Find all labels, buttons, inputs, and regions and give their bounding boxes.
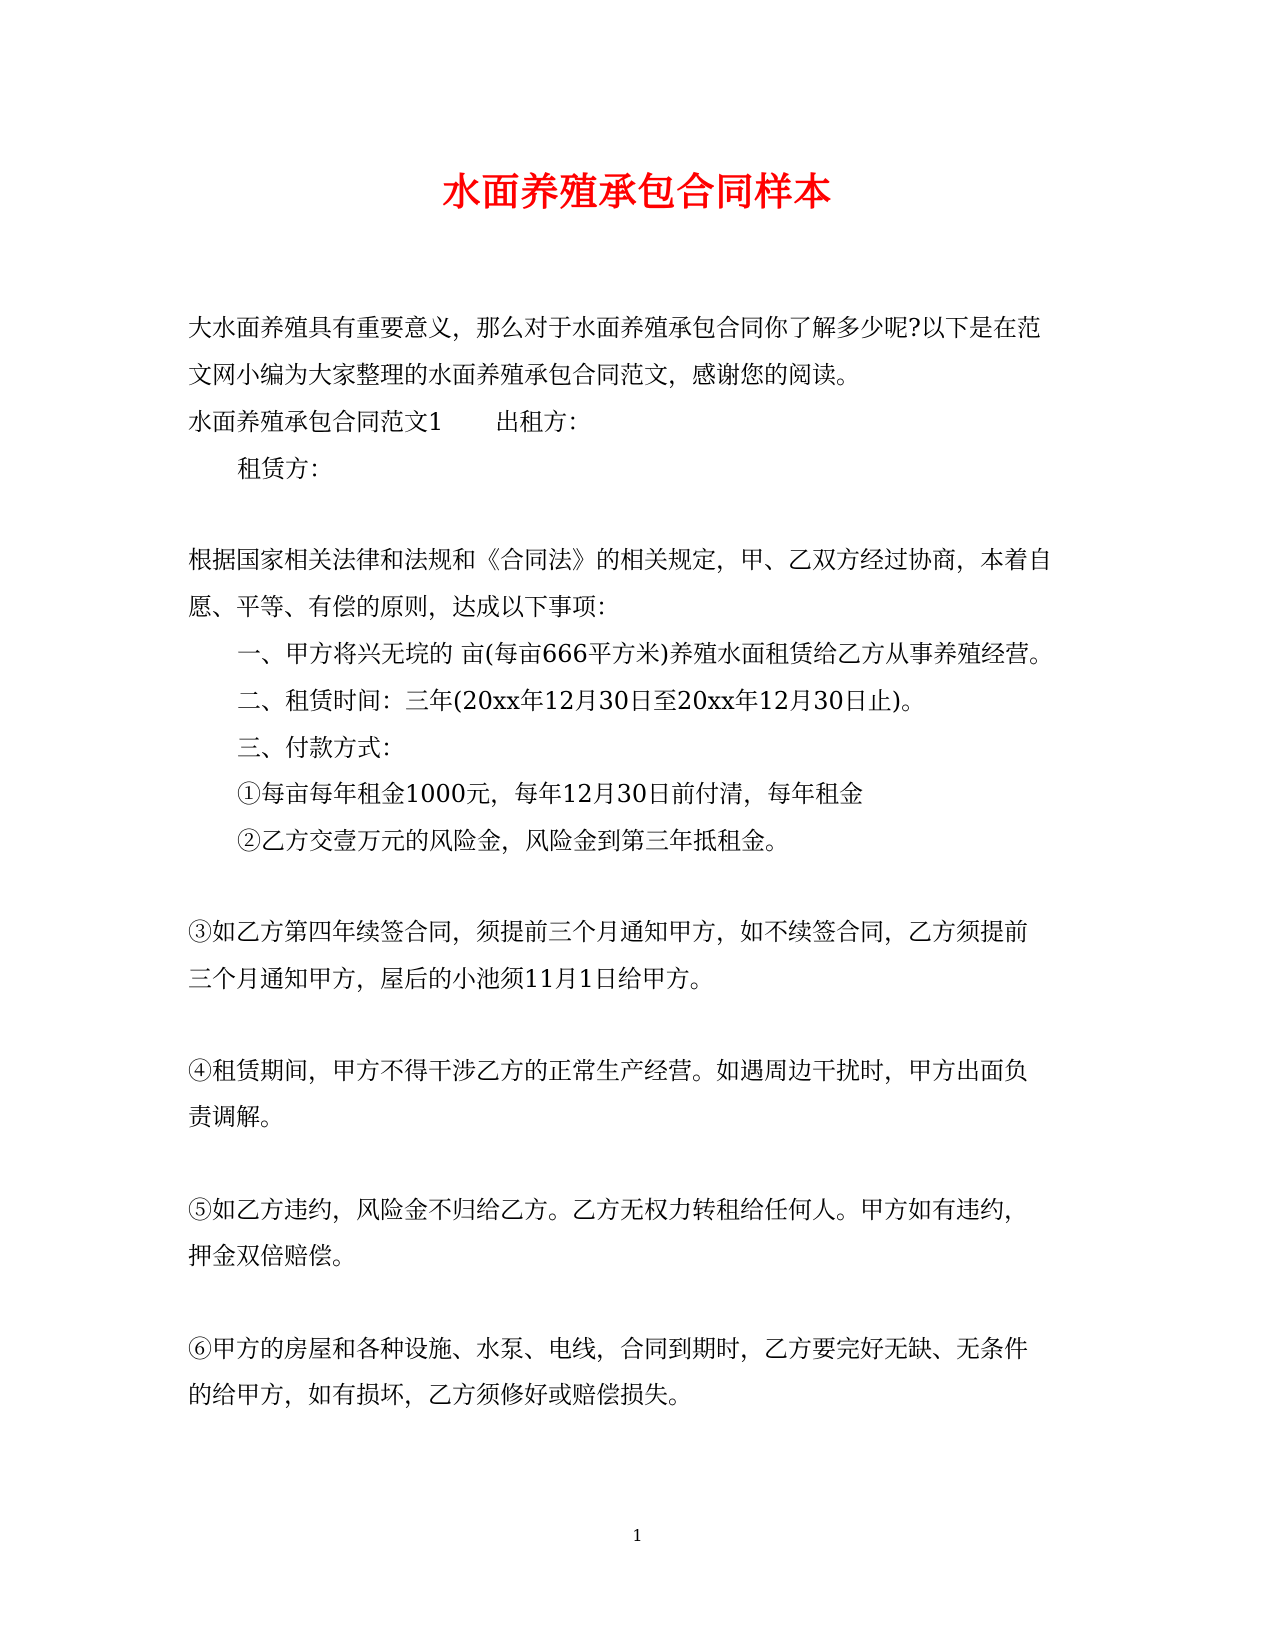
clause-2: 二、租赁时间：三年(20xx年12月30日至20xx年12月30日止)。 xyxy=(237,687,926,715)
payment-item-5-line-2: 押金双倍赔偿。 xyxy=(188,1242,356,1270)
payment-item-3-line-1: ③如乙方第四年续签合同，须提前三个月通知甲方，如不续签合同，乙方须提前 xyxy=(188,918,1028,946)
basis-line-2: 愿、平等、有偿的原则，达成以下事项： xyxy=(188,593,620,621)
basis-line-1: 根据国家相关法律和法规和《合同法》的相关规定，甲、乙双方经过协商，本着自 xyxy=(188,546,1052,574)
payment-item-6-line-1: ⑥甲方的房屋和各种设施、水泵、电线，合同到期时，乙方要完好无缺、无条件 xyxy=(188,1335,1028,1363)
payment-item-5-line-1: ⑤如乙方违约，风险金不归给乙方。乙方无权力转租给任何人。甲方如有违约， xyxy=(188,1196,1028,1224)
lessor-label: 出租方： xyxy=(495,408,592,436)
payment-item-4-line-1: ④租赁期间，甲方不得干涉乙方的正常生产经营。如遇周边干扰时，甲方出面负 xyxy=(188,1057,1028,1085)
lessee-label: 租赁方： xyxy=(237,455,333,483)
document-title: 水面养殖承包合同样本 xyxy=(442,169,833,214)
clause-1: 一、甲方将兴无垸的 亩(每亩666平方米)养殖水面租赁给乙方从事养殖经营。 xyxy=(237,640,1054,668)
intro-line-1: 大水面养殖具有重要意义，那么对于水面养殖承包合同你了解多少呢?以下是在范 xyxy=(188,314,1041,342)
clause-3: 三、付款方式： xyxy=(237,734,405,762)
sample-heading: 水面养殖承包合同范文1 xyxy=(188,408,444,436)
payment-item-4-line-2: 责调解。 xyxy=(188,1103,284,1131)
intro-line-2: 文网小编为大家整理的水面养殖承包合同范文，感谢您的阅读。 xyxy=(188,361,860,389)
payment-item-1: ①每亩每年租金1000元，每年12月30日前付清，每年租金 xyxy=(237,780,864,808)
page-number: 1 xyxy=(632,1526,643,1545)
payment-item-3-line-2: 三个月通知甲方，屋后的小池须11月1日给甲方。 xyxy=(188,965,714,993)
heading-line xyxy=(188,407,591,437)
payment-item-6-line-2: 的给甲方，如有损坏，乙方须修好或赔偿损失。 xyxy=(188,1381,692,1409)
payment-item-2: ②乙方交壹万元的风险金，风险金到第三年抵租金。 xyxy=(237,827,789,855)
